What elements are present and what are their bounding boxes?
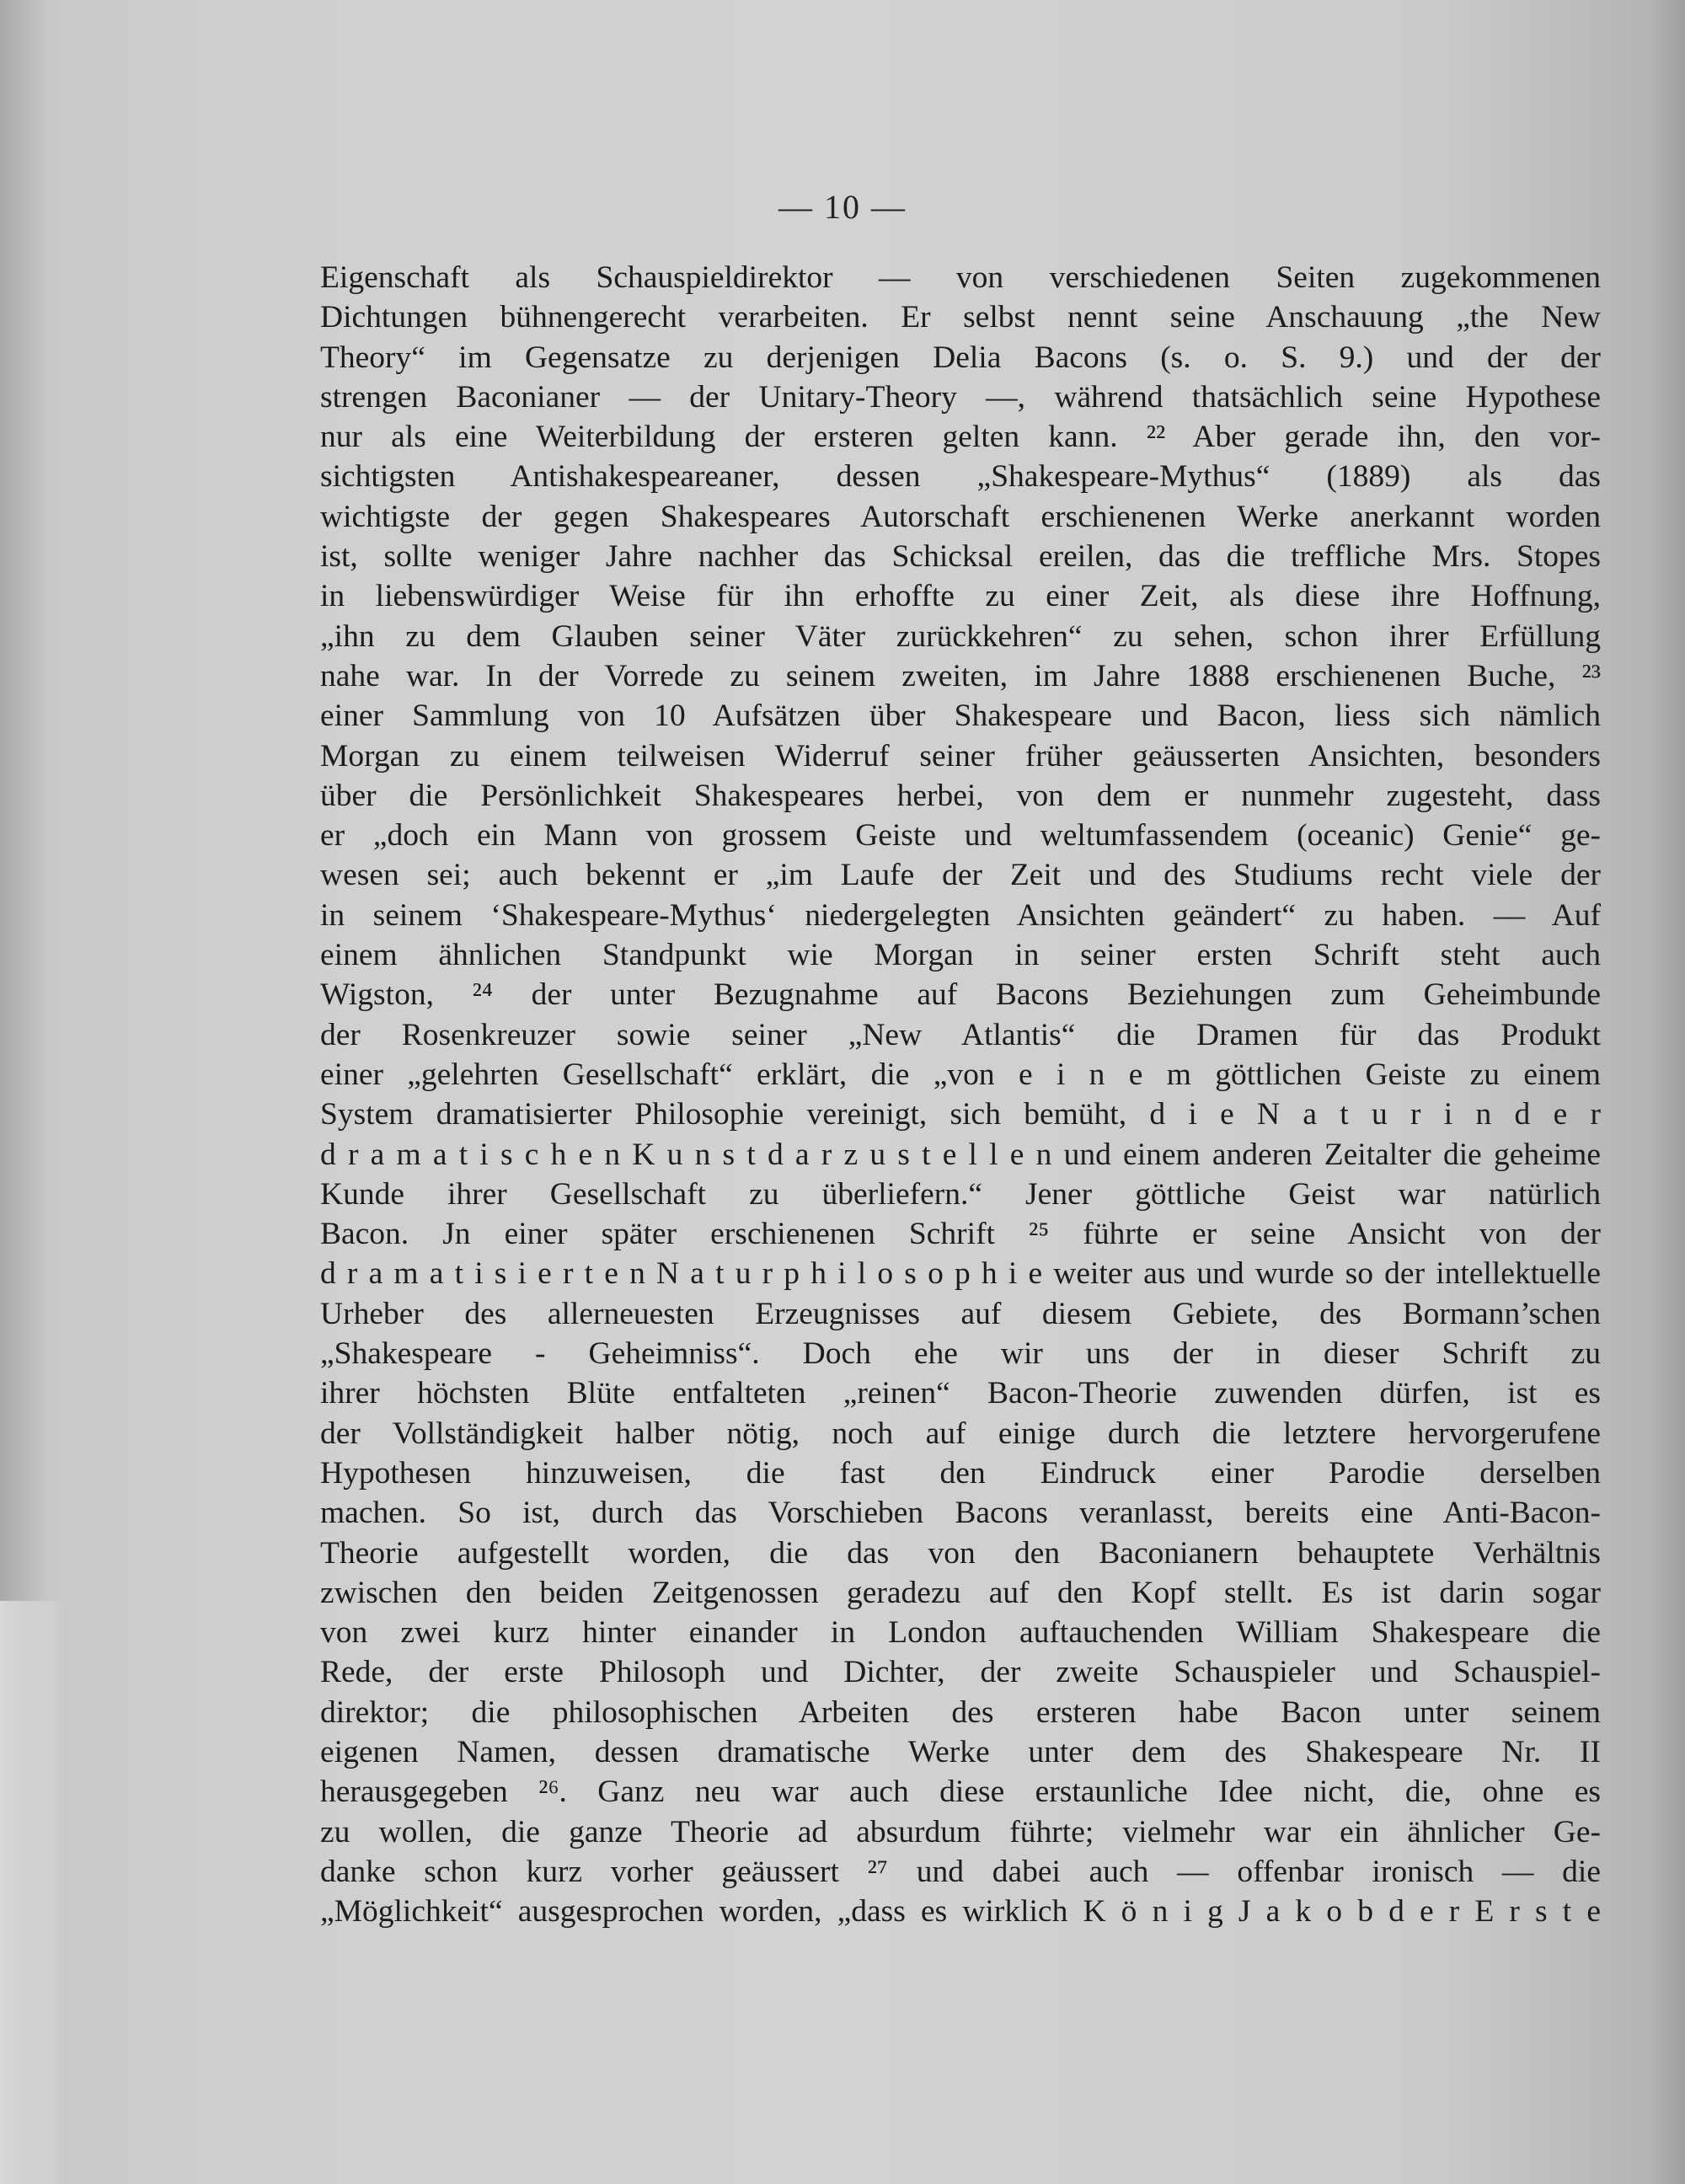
- text-line: wesen sei; auch bekennt er „im Laufe der Zeit und des Studiums recht viele der: [320, 858, 1601, 893]
- text-line: direktor; die philosophischen Arbeiten des ersteren habe Bacon unter seinem: [320, 1694, 1601, 1730]
- text-line: Eigenschaft als Schauspieldirektor — von verschiedenen Seiten zugekommenen: [320, 260, 1601, 295]
- text-line: von zwei kurz hinter einander in London auftauchenden William Shakespeare die: [320, 1615, 1601, 1651]
- text-line: Bacon. Jn einer später erschienenen Schrift ²⁵ führte er seine Ansicht von der: [320, 1217, 1601, 1252]
- text-line: einer „gelehrten Gesellschaft“ erklärt, die „von e i n e m göttlichen Geiste zu einem: [320, 1057, 1601, 1092]
- text-line: Theorie aufgestellt worden, die das von den Baconianern behauptete Verhältnis: [320, 1535, 1601, 1571]
- text-line: nahe war. In der Vorrede zu seinem zweiten, im Jahre 1888 erschienenen Buche, ²³: [320, 658, 1601, 693]
- text-line: der Vollständigkeit halber nötig, noch auf einige durch die letztere hervorgerufene: [320, 1416, 1601, 1451]
- text-line: einer Sammlung von 10 Aufsätzen über Shakespeare und Bacon, liess sich nämlich: [320, 699, 1601, 734]
- text-line: Urheber des allerneuesten Erzeugnisses auf diesem Gebiete, des Bormann’schen: [320, 1296, 1601, 1331]
- page-number: — 10 —: [778, 188, 907, 226]
- text-line: in liebenswürdiger Weise für ihn erhoffte zu einer Zeit, als diese ihre Hoffnung,: [320, 579, 1601, 614]
- text-line: Wigston, ²⁴ der unter Bezugnahme auf Bacons Beziehungen zum Geheimbunde: [320, 977, 1601, 1013]
- text-line: eigenen Namen, dessen dramatische Werke unter dem des Shakespeare Nr. II: [320, 1734, 1601, 1769]
- text-line: einem ähnlichen Standpunkt wie Morgan in seiner ersten Schrift steht auch: [320, 938, 1601, 973]
- text-line: sichtigsten Antishakespeareaner, dessen „Shakespeare-Mythus“ (1889) als das: [320, 459, 1601, 495]
- text-line: Hypothesen hinzuweisen, die fast den Eindruck einer Parodie derselben: [320, 1455, 1601, 1491]
- body-text: [320, 258, 1601, 1931]
- text-line: „Möglichkeit“ ausgesprochen worden, „dass es wirklich K ö n i g J a k o b d e r E r s t e: [320, 1894, 1601, 1930]
- text-line: strengen Baconianer — der Unitary-Theory —, während thatsächlich seine Hypothese: [320, 379, 1601, 415]
- text-line: danke schon kurz vorher geäussert ²⁷ und dabei auch — offenbar ironisch — die: [320, 1854, 1601, 1889]
- text-line: Morgan zu einem teilweisen Widerruf seiner früher geäusserten Ansichten, besonders: [320, 738, 1601, 774]
- text-line: System dramatisierter Philosophie vereinigt, sich bemüht, d i e N a t u r i n d e r: [320, 1097, 1601, 1132]
- text-line: herausgegeben ²⁶. Ganz neu war auch diese erstaunliche Idee nicht, die, ohne es: [320, 1774, 1601, 1810]
- scan-shading: [0, 1601, 67, 2184]
- text-line: machen. So ist, durch das Vorschieben Bacons veranlasst, bereits eine Anti-Bacon-: [320, 1496, 1601, 1531]
- text-line: Rede, der erste Philosoph und Dichter, der zweite Schauspieler und Schauspiel-: [320, 1655, 1601, 1690]
- text-line: zwischen den beiden Zeitgenossen geradezu auf den Kopf stellt. Es ist darin sogar: [320, 1575, 1601, 1610]
- text-line: zu wollen, die ganze Theorie ad absurdum führte; vielmehr war ein ähnlicher Ge-: [320, 1814, 1601, 1849]
- text-line: Dichtungen bühnengerecht verarbeiten. Er selbst nennt seine Anschauung „the New: [320, 300, 1601, 335]
- text-line: über die Persönlichkeit Shakespeares herbei, von dem er nunmehr zugesteht, dass: [320, 778, 1601, 813]
- text-line: ihrer höchsten Blüte entfalteten „reinen“ Bacon-Theorie zuwenden dürfen, ist es: [320, 1376, 1601, 1411]
- text-line: d r a m a t i s c h e n K u n s t d a r z u s t e l l e n und einem anderen Zeitalter die geheime: [320, 1137, 1601, 1172]
- text-line: ist, sollte weniger Jahre nachher das Schicksal ereilen, das die treffliche Mrs. Stopes: [320, 539, 1601, 575]
- text-line: d r a m a t i s i e r t e n N a t u r p h i l o s o p h i e weiter aus und wurde so der intellektuelle: [320, 1256, 1601, 1292]
- text-line: der Rosenkreuzer sowie seiner „New Atlantis“ die Dramen für das Produkt: [320, 1017, 1601, 1052]
- text-line: Theory“ im Gegensatze zu derjenigen Delia Bacons (s. o. S. 9.) und der der: [320, 340, 1601, 375]
- text-line: wichtigste der gegen Shakespeares Autorschaft erschienenen Werke anerkannt worden: [320, 499, 1601, 534]
- text-line: „Shakespeare - Geheimniss“. Doch ehe wir uns der in dieser Schrift zu: [320, 1336, 1601, 1372]
- text-line: nur als eine Weiterbildung der ersteren gelten kann. ²² Aber gerade ihn, den vor-: [320, 420, 1601, 455]
- text-line: in seinem ‘Shakespeare-Mythus‘ niedergelegten Ansichten geändert“ zu haben. — Auf: [320, 897, 1601, 933]
- text-line: „ihn zu dem Glauben seiner Väter zurückkehren“ zu sehen, schon ihrer Erfüllung: [320, 618, 1601, 654]
- text-line: Kunde ihrer Gesellschaft zu überliefern.“ Jener göttliche Geist war natürlich: [320, 1176, 1601, 1212]
- text-line: er „doch ein Mann von grossem Geiste und weltumfassendem (oceanic) Genie“ ge-: [320, 818, 1601, 854]
